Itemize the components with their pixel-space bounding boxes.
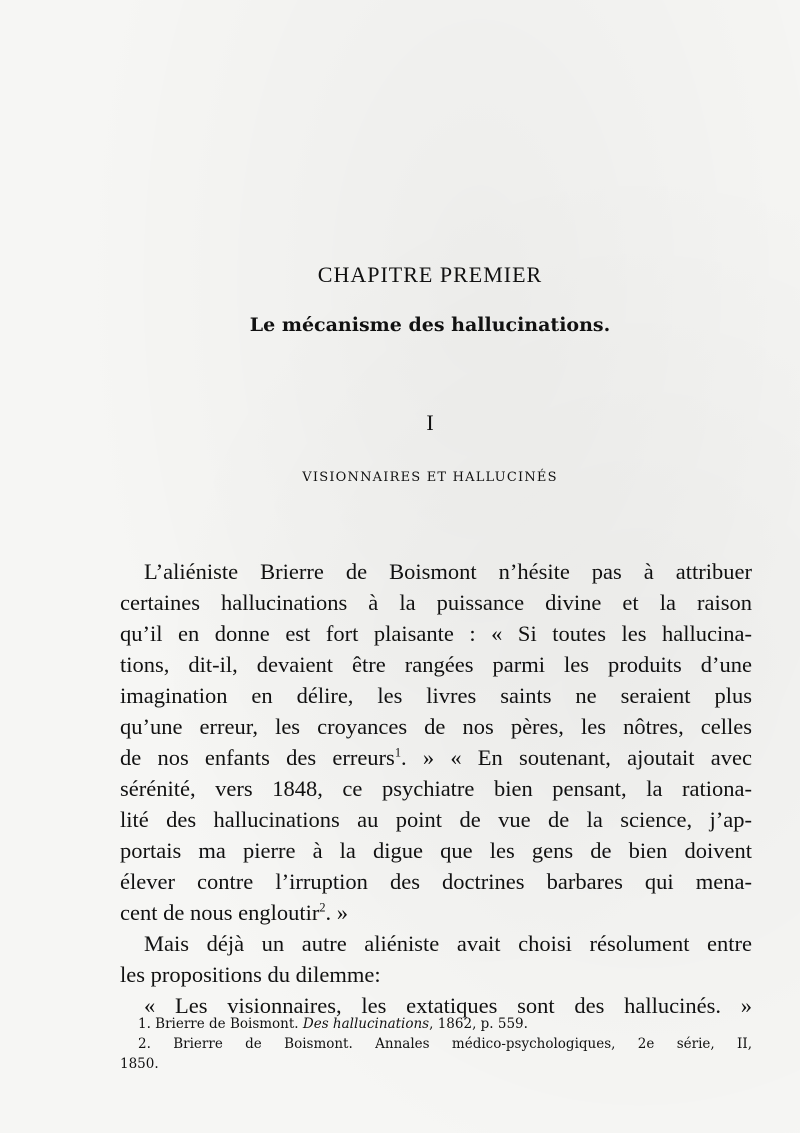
section-title: VISIONNAIRES ET HALLUCINÉS — [302, 470, 558, 485]
footnotes — [120, 1014, 752, 1074]
footnote-1 — [120, 1014, 752, 1034]
body-line-text: de nos enfants des erreurs — [120, 745, 395, 770]
body-line-with-ref — [120, 742, 752, 773]
body-line: qu’une erreur, les croyances de nos pères, les nôtres, celles — [120, 714, 752, 739]
body-line: lité des hallucinations au point de vue de la science, j’ap- — [120, 807, 752, 832]
body-line: certaines hallucinations à la puissance divine et la raison — [120, 590, 752, 615]
body-line: « Les visionnaires, les extatiques sont des hallucinés. » — [144, 993, 752, 1018]
footnote-ref: 1 — [394, 745, 401, 760]
body-line: portais ma pierre à la digue que les gens de bien doivent — [120, 838, 752, 863]
footnote-ref: 2 — [319, 900, 326, 915]
section-number: I — [426, 410, 434, 435]
footnote-title: Des hallucinations — [302, 1016, 430, 1032]
chapter-subtitle: Le mécanisme des hallucinations. — [249, 314, 611, 336]
body-line: sérénité, vers 1848, ce psychiatre bien pensant, la rationa- — [120, 776, 752, 801]
footnote-text: 1. Brierre de Boismont. — [138, 1016, 303, 1032]
body-line: imagination en délire, les livres saints ne seraient plus — [120, 683, 752, 708]
chapter-title: CHAPITRE PREMIER — [317, 262, 543, 287]
body-line: Mais déjà un autre aliéniste avait choisi résolument entre — [144, 931, 752, 956]
body-line: les propositions du dilemme: — [120, 962, 381, 987]
footnote-2-cont: 1850. — [120, 1056, 159, 1072]
footnote-2: 2. Brierre de Boismont. Annales médico-psychologiques, 2e série, II, — [138, 1036, 752, 1052]
body-line-text: . » « En soutenant, ajoutait avec — [401, 745, 752, 770]
body-line: tions, dit-il, devaient être rangées parmi les produits d’une — [120, 652, 752, 677]
body-line: élever contre l’irruption des doctrines barbares qui mena- — [120, 869, 752, 894]
body-line: L’aliéniste Brierre de Boismont n’hésite pas à attribuer — [144, 559, 752, 584]
body-line-with-ref — [120, 897, 752, 928]
body-line-text: . » — [325, 900, 349, 925]
body-line: qu’il en donne est fort plaisante : « Si toutes les hallucina- — [120, 621, 752, 646]
footnote-text: , 1862, p. 559. — [429, 1016, 528, 1032]
body-text — [120, 556, 752, 1021]
body-line-text: cent de nous engloutir — [120, 900, 320, 925]
